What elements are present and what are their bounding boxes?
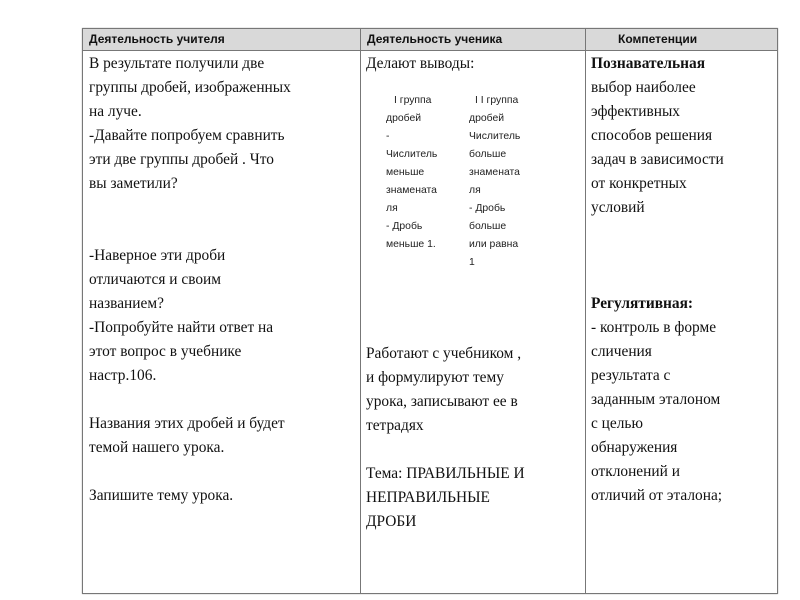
student-intro: Делают выводы: — [366, 55, 475, 72]
lesson-table — [82, 28, 778, 594]
group2-line: или равна — [469, 239, 519, 250]
spacer — [591, 268, 775, 292]
lesson-topic-line: НЕПРАВИЛЬНЫЕ — [366, 489, 490, 506]
group1-line: - — [386, 131, 390, 142]
student-work-line: тетрадях — [366, 417, 424, 434]
group2-line: 1 — [469, 257, 475, 268]
spacer — [89, 196, 357, 244]
fraction-group-2 — [469, 92, 520, 272]
teacher-line: Названия этих дробей и будет — [89, 415, 285, 432]
group2-line: дробей — [469, 113, 505, 124]
regulatory-line: с целью — [591, 415, 643, 432]
teacher-line: -Наверное эти дроби — [89, 247, 226, 264]
cognitive-line: выбор наиболее — [591, 79, 696, 96]
teacher-activity-cell — [89, 52, 357, 508]
lesson-topic-line: Тема: ПРАВИЛЬНЫЕ И — [366, 465, 525, 482]
spacer — [591, 220, 775, 268]
cognitive-line: эффективных — [591, 103, 680, 120]
column-divider — [360, 29, 361, 593]
cognitive-competency-title: Познавательная — [591, 55, 706, 72]
teacher-line: названием? — [89, 295, 164, 312]
spacer — [366, 438, 582, 462]
regulatory-line: заданным эталоном — [591, 391, 721, 408]
teacher-line: -Попробуйте найти ответ на — [89, 319, 274, 336]
teacher-line: вы заметили? — [89, 175, 178, 192]
cognitive-line: от конкретных — [591, 175, 687, 192]
spacer — [89, 388, 357, 412]
teacher-line: эти две группы дробей . Что — [89, 151, 274, 168]
student-work-line: и формулируют тему — [366, 369, 504, 386]
cognitive-line: задач в зависимости — [591, 151, 724, 168]
student-work-line: урока, записывают ее в — [366, 393, 518, 410]
group1-line: ля — [386, 203, 398, 214]
student-work-line: Работают с учебником , — [366, 345, 522, 362]
column-divider — [585, 29, 586, 593]
regulatory-line: отклонений и — [591, 463, 680, 480]
regulatory-line: сличения — [591, 343, 652, 360]
student-work-block — [366, 342, 582, 534]
header-competencies: Компетенции — [618, 32, 698, 46]
group1-line: меньше — [386, 167, 425, 178]
teacher-line: В результате получили две — [89, 55, 265, 72]
group1-line: знамената — [386, 185, 437, 196]
student-activity-cell — [366, 52, 582, 592]
regulatory-competency-title: Регулятивная: — [591, 295, 694, 312]
regulatory-line: результата с — [591, 367, 671, 384]
teacher-line: на луче. — [89, 103, 142, 120]
cognitive-line: способов решения — [591, 127, 713, 144]
lesson-topic-line: ДРОБИ — [366, 513, 417, 530]
fraction-group-1 — [386, 92, 437, 254]
group2-line: - Дробь — [469, 203, 506, 214]
teacher-line: настр.106. — [89, 367, 157, 384]
group2-line: больше — [469, 221, 507, 232]
group2-line: больше — [469, 149, 507, 160]
table-header-row — [83, 29, 777, 51]
teacher-line: -Давайте попробуем сравнить — [89, 127, 285, 144]
header-student-activity: Деятельность ученика — [367, 32, 503, 46]
group2-line: знамената — [469, 167, 520, 178]
group1-line: - Дробь — [386, 221, 423, 232]
group2-line: ля — [469, 185, 481, 196]
group1-line: дробей — [386, 113, 422, 124]
group1-line: меньше 1. — [386, 239, 436, 250]
group2-line: Числитель — [469, 131, 521, 142]
teacher-line: группы дробей, изображенных — [89, 79, 291, 96]
group1-line: Числитель — [386, 149, 438, 160]
group2-line: I I группа — [475, 95, 519, 106]
teacher-line: Запишите тему урока. — [89, 487, 234, 504]
header-teacher-activity: Деятельность учителя — [89, 32, 225, 46]
teacher-line: отличаются и своим — [89, 271, 222, 288]
teacher-line: этот вопрос в учебнике — [89, 343, 242, 360]
spacer — [89, 460, 357, 484]
regulatory-line: отличий от эталона; — [591, 487, 723, 504]
regulatory-line: обнаружения — [591, 439, 678, 456]
teacher-line: темой нашего урока. — [89, 439, 225, 456]
regulatory-line: - контроль в форме — [591, 319, 717, 336]
cognitive-line: условий — [591, 199, 645, 216]
group1-line: I группа — [394, 95, 432, 106]
competencies-cell — [591, 52, 775, 508]
